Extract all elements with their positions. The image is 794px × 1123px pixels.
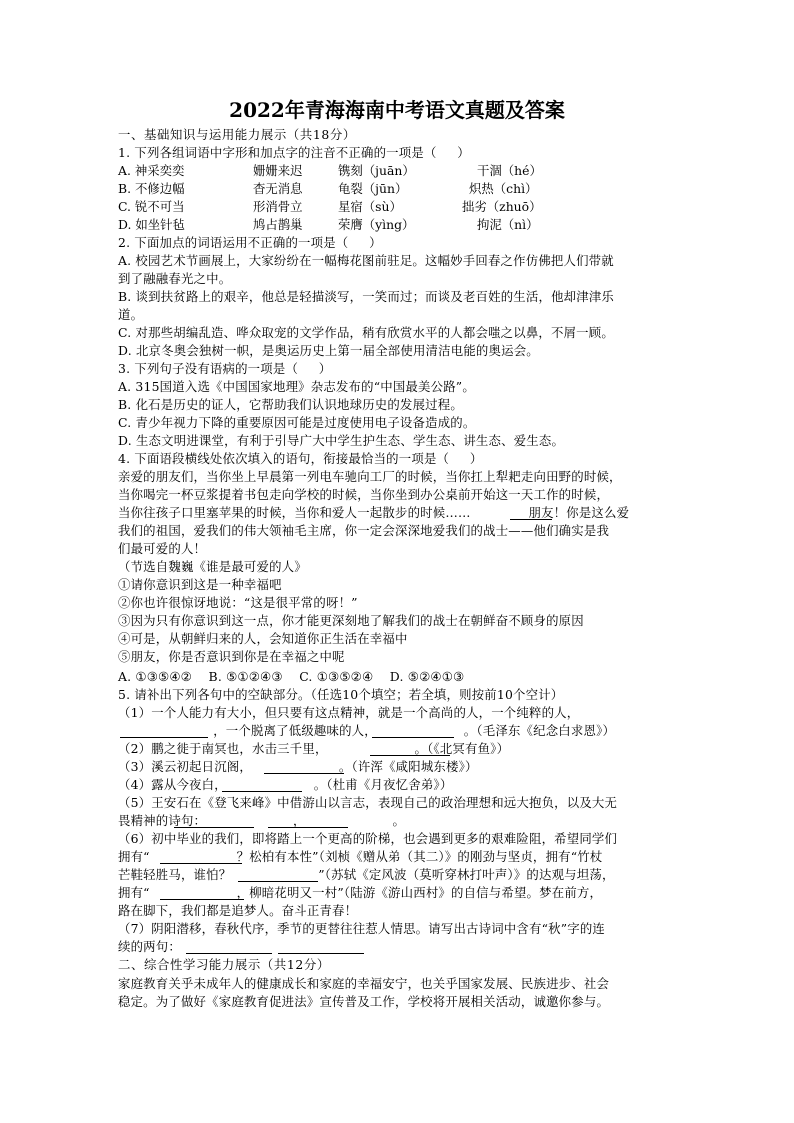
q5-line: （1）一个人能力有大小，但只要有这点精神，就是一个高尚的人，一个纯粹的人， (118, 705, 580, 720)
q2-stem: 2. 下面加点的词语运用不正确的一项是（ ） (118, 235, 382, 250)
section-heading-2: 二、综合性学习能力展示（共12分） (118, 957, 330, 972)
q1-option-b-word4: 炽热（chì） (469, 181, 538, 196)
q1-option-d-word1: D. 如坐针毡 (118, 217, 185, 232)
q2-line: 到了融融春光之中。 (118, 271, 232, 286)
answer-blank (174, 827, 254, 828)
answer-blank (264, 773, 344, 774)
q1-option-b-word3: 龟裂（jūn） (338, 181, 408, 196)
q4-sentence: ③因为只有你意识到这一点，你才能更深刻地了解我们的战士在朝鲜奋不顾身的原因 (118, 613, 584, 628)
q1-option-a-word3: 镌刻（juān） (338, 163, 415, 178)
q3-line: A. 315国道入选《中国国家地理》杂志发布的“中国最美公路”。 (118, 379, 475, 394)
intro-line: 稳定。为了做好《家庭教育促进法》宣传普及工作，学校将开展相关活动，诚邀你参与。 (118, 994, 610, 1009)
q1-option-c-word3: 星宿（sù） (338, 199, 402, 214)
q4-line: 我们的祖国，爱我们的伟大领袖毛主席，你一定会深深地爱我们的战士——他们确实是我 (118, 523, 610, 538)
q5-line: （2）鹏之徙于南冥也，水击三千里， 。（《北冥有鱼》） (118, 741, 510, 756)
q5-line: （5）王安石在《登飞来峰》中借游山以言志，表现自己的政治理想和远大抱负，以及大无 (118, 795, 618, 810)
answer-blank (238, 881, 318, 882)
q4-line: 当你往孩子口里塞苹果的时候，当你和爱人一起散步的时候…… 朋友！你是这么爱 (118, 505, 630, 520)
q3-line: B. 化石是历史的证人，它帮助我们认识地球历史的发展过程。 (118, 397, 463, 412)
answer-blank (370, 755, 450, 756)
q1-option-b-word1: B. 不修边幅 (118, 181, 185, 196)
q1-option-a-word2: 姗姗来迟 (253, 163, 303, 178)
q3-line: D. 生态文明进课堂，有利于引导广大中学生护生态、学生态、讲生态、爱生态。 (118, 433, 565, 448)
answer-blank (510, 519, 552, 520)
q1-option-d-word4: 拘泥（nì） (477, 217, 539, 232)
page-title: 2022年青海海南中考语文真题及答案 (229, 98, 565, 122)
q5-line: 续的两句： (118, 939, 347, 954)
q5-line: 畏精神的诗句： ， 。 (118, 813, 406, 828)
q4-source: （节选自魏巍《谁是最可爱的人》 (118, 559, 307, 574)
q5-line: 路在脚下，我们都是追梦人。奋斗正青春！ (118, 903, 358, 918)
answer-blank (278, 953, 364, 954)
q5-line: ，一个脱离了低级趣味的人， 。（毛泽东《纪念白求恩》） (118, 723, 616, 738)
q4-stem: 4. 下面语段横线处依次填入的语句，衔接最恰当的一项是（ ） (118, 451, 483, 466)
q1-option-b-word2: 杳无消息 (253, 181, 303, 196)
intro-line: 家庭教育关乎未成年人的健康成长和家庭的幸福安宁，也关乎国家发展、民族进步、社会 (118, 976, 610, 991)
q5-line: （6）初中毕业的我们，即将踏上一个更高的阶梯，也会遇到更多的艰难险阻，希望同学们 (118, 831, 618, 846)
q1-option-d-word2: 鸠占鹊巢 (253, 217, 303, 232)
q4-line: 们最可爱的人！ (118, 541, 207, 556)
q1-stem: 1. 下列各组词语中字形和加点字的注音不正确的一项是（ ） (118, 145, 470, 160)
answer-blank (160, 863, 242, 864)
q5-line: 芒鞋轻胜马，谁怕？ ”（苏轼《定风波（莫听穿林打叶声）》的达观与坦荡， (118, 867, 615, 882)
q4-sentence: ④可是，从朝鲜归来的人，会知道你正生活在幸福中 (118, 631, 408, 646)
q4-options: A. ①③⑤④② B. ⑤①②④③ C. ①③⑤②④ D. ⑤②④①③ (118, 669, 465, 684)
q4-sentence: ②你也许很惊讶地说：“这是很平常的呀！” (118, 595, 358, 610)
answer-blank (160, 899, 244, 900)
q3-line: C. 青少年视力下降的重要原因可能是过度使用电子设备造成的。 (118, 415, 476, 430)
answer-blank (372, 737, 454, 738)
answer-blank (222, 791, 302, 792)
q4-line: 亲爱的朋友们，当你坐上早晨第一列电车驰向工厂的时候，当你扛上犁耙走向田野的时候， (118, 469, 622, 484)
q5-line: 拥有“ ，柳暗花明又一村”（陆游《游山西村》的自信与希望。梦在前方， (118, 885, 603, 900)
q2-line: C. 对那些胡编乱造、哗众取宠的文学作品，稍有欣赏水平的人都会嗤之以鼻，不屑一顾。 (118, 325, 614, 340)
answer-blank (120, 737, 208, 738)
q1-option-a-word1: A. 神采奕奕 (118, 163, 185, 178)
q4-sentence: ①请你意识到这是一种幸福吧 (118, 577, 282, 592)
q1-option-a-word4: 干涸（hé） (477, 163, 542, 178)
q1-option-c-word1: C. 锐不可当 (118, 199, 185, 214)
q5-line: （4）露从今夜白， 。（杜甫《月夜忆舍弟》） (118, 777, 453, 792)
q4-sentence: ⑤朋友，你是否意识到你是在幸福之中呢 (118, 649, 345, 664)
q5-line: 拥有“ ？松柏有本性”（刘桢《赠从弟（其二）》的刚劲与坚贞，拥有“竹杖 (118, 849, 603, 864)
q2-line: A. 校园艺术节画展上，大家纷纷在一幅梅花图前驻足。这幅妙手回春之作仿佛把人们带就 (118, 253, 614, 268)
q5-stem: 5. 请补出下列各句中的空缺部分。（任选10个填空；若全填，则按前10个空计） (118, 687, 564, 702)
q2-line: D. 北京冬奥会独树一帜，是奥运历史上第一届全部使用清洁电能的奥运会。 (118, 343, 539, 358)
q3-stem: 3. 下列句子没有语病的一项是（ ） (118, 361, 332, 376)
answer-blank (186, 953, 272, 954)
q5-line: （7）阴阳潜移，春秋代序，季节的更替往往惹人情思。请写出古诗词中含有“秋”字的连 (118, 921, 606, 936)
q2-line: 道。 (118, 307, 144, 322)
q5-line: （3）溪云初起日沉阁， 。（许浑《咸阳城东楼》） (118, 759, 478, 774)
answer-blank (268, 827, 348, 828)
q1-option-c-word2: 形消骨立 (253, 199, 303, 214)
q1-option-d-word3: 荣膺（yìng） (338, 217, 415, 232)
q1-option-c-word4: 拙劣（zhuō） (462, 199, 542, 214)
q2-line: B. 谈到扶贫路上的艰辛，他总是轻描淡写，一笑而过；而谈及老百姓的生活，他却津津乐 (118, 289, 615, 304)
section-heading-1: 一、基础知识与运用能力展示（共18分） (118, 127, 356, 142)
q4-line: 当你喝完一杯豆浆提着书包走向学校的时候，当你坐到办公桌前开始这一天工作的时候， (118, 487, 610, 502)
